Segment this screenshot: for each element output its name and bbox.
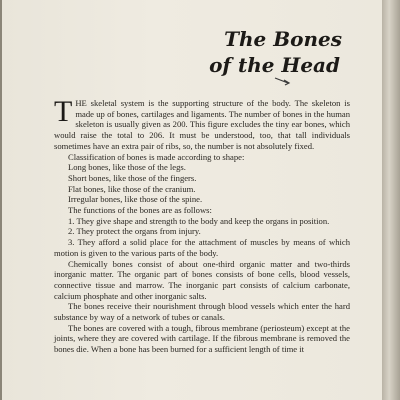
functions-intro: The functions of the bones are as follows:: [68, 205, 212, 216]
function-item: 2. They protect the organs from injury.: [68, 226, 201, 237]
title-line-1: The Bones: [224, 27, 342, 51]
class-item: Short bones, like those of the fingers.: [68, 172, 197, 183]
intro-paragraph: [54, 95, 350, 152]
page-edge: [382, 0, 400, 400]
pencil-arrow-mark: [274, 76, 292, 86]
class-item: Long bones, like those of the legs.: [68, 162, 186, 173]
class-item: Irregular bones, like those of the spine.: [68, 194, 203, 205]
body-text: [54, 95, 350, 355]
function-item: 3. They afford a solid place for the attachment of muscles by means of which motion is given to the various parts of the body.: [54, 237, 350, 258]
body-paragraph: The bones are covered with a tough, fibrous membrane (periosteum) except at the joints, where they are covered with cartilage. If the fibrous membrane is removed the bones die. When a bone has been burned for a sufficient length of time it: [54, 322, 350, 355]
book-page: [2, 0, 382, 400]
intro-text: HE skeletal system is the supporting structure of the body. The skeleton is made up of bones, cartilages and ligaments. The number of bones in the human skeleton is usually given as 200. This figure excludes the tiny ear bones, which would raise the total to 206. It must be understood, too, that tall individuals sometimes have an extra pair of ribs, so, the number is not absolutely fixed.: [54, 98, 350, 151]
body-paragraph: Chemically bones consist of about one-third organic matter and two-thirds inorganic matter. The organic part of bones consists of bone cells, blood vessels, connective tissue and marrow. The inorganic part consists of calcium carbonate, calcium phosphate and other inorganic salts.: [54, 258, 350, 301]
classification-intro: Classification of bones is made according to shape:: [68, 151, 245, 162]
drop-cap: T: [54, 95, 73, 128]
title-line-2: of the Head: [209, 53, 340, 77]
body-paragraph: The bones receive their nourishment through blood vessels which enter the hard substance by way of a network of tubes or canals.: [54, 301, 350, 323]
class-item: Flat bones, like those of the cranium.: [68, 183, 196, 194]
function-item: 1. They give shape and strength to the body and keep the organs in position.: [68, 215, 330, 226]
page-title: [2, 26, 342, 78]
